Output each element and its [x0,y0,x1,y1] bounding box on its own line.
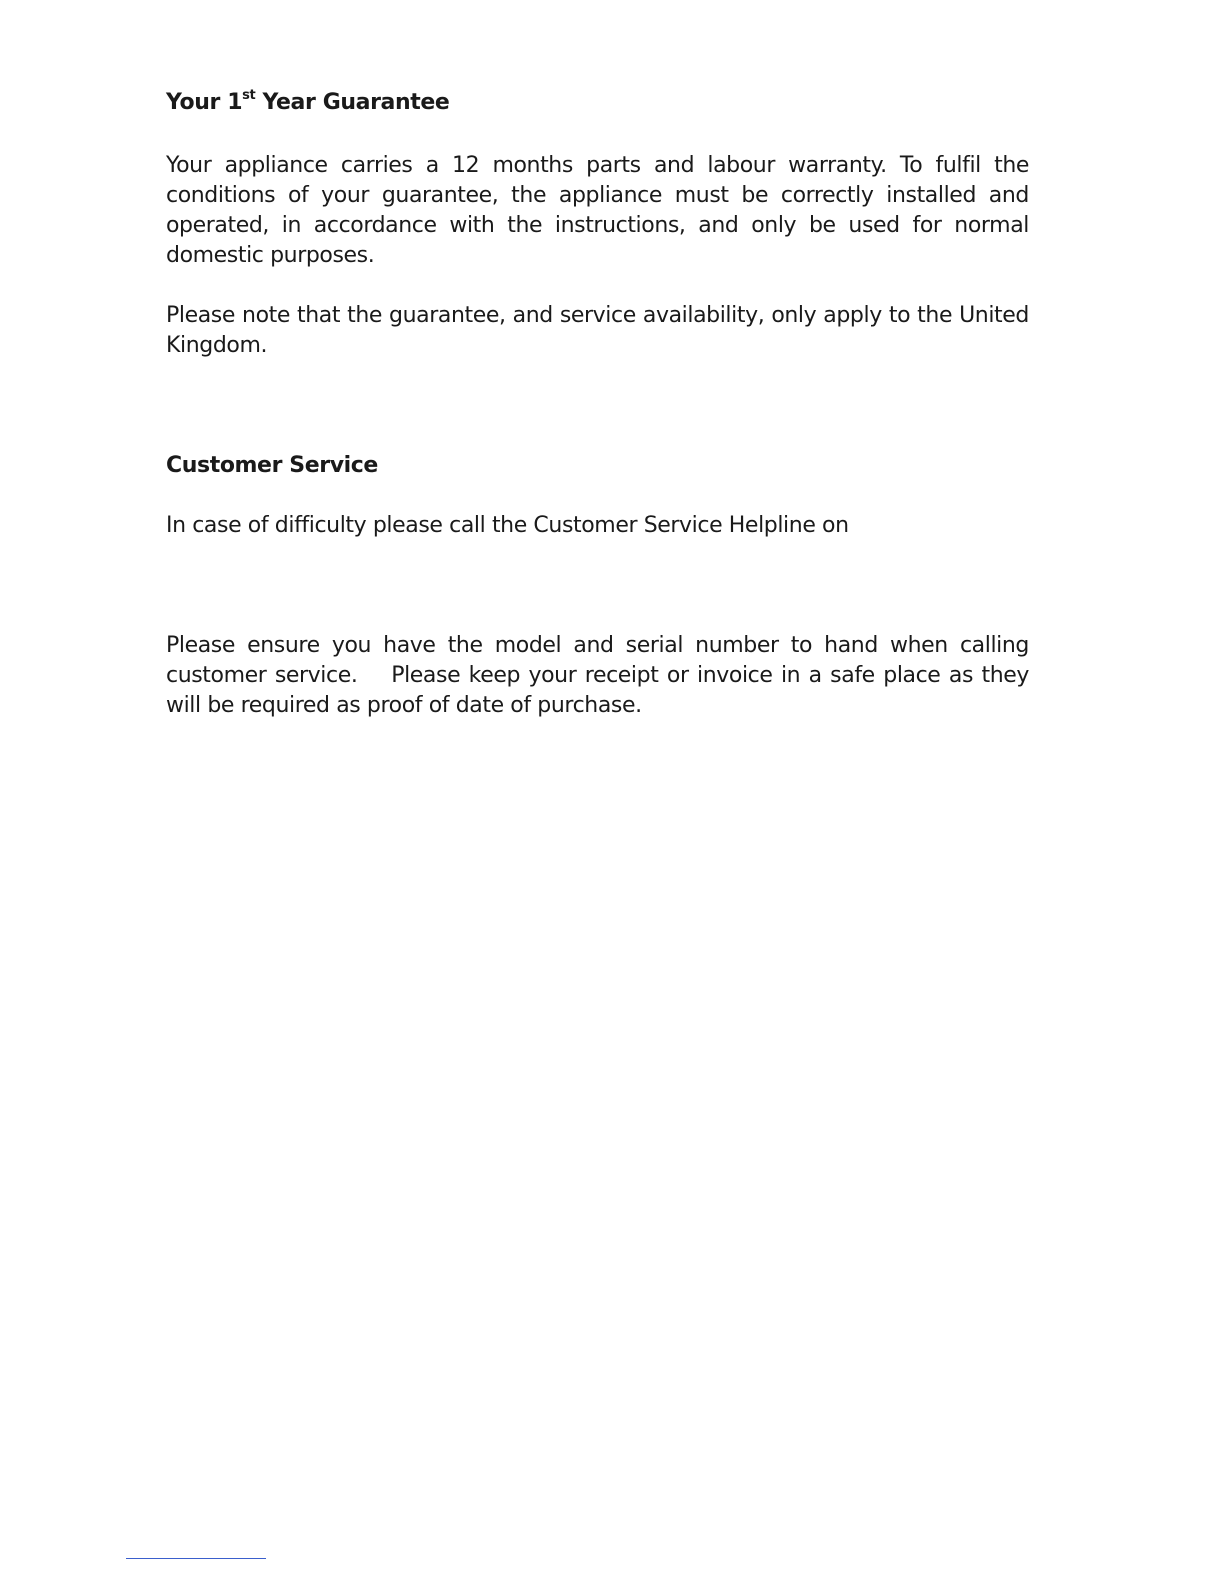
document-page [166,88,1036,721]
guarantee-paragraph-warranty: Your appliance carries a 12 months parts and labour warranty. To fulfil the conditions of your guarantee, the appliance must be correctly installed and operated, in accordance with the instructions, and only be used for normal domestic purposes. [166,153,1029,268]
customer-service-paragraph-helpline: In case of difficulty please call the Customer Service Helpline on [166,513,849,538]
guarantee-heading-text: Your 1 [166,90,243,115]
guarantee-heading-superscript: st [242,88,256,103]
customer-service-paragraph-serial: Please ensure you have the model and serial number to hand when calling customer service. Please keep your receipt or invoice in a safe place as they will be required as proof of date of purchase. [166,633,1036,718]
guarantee-heading-text-end: Year Guarantee [255,90,450,115]
guarantee-heading [166,88,1029,121]
guarantee-paragraph-uk: Please note that the guarantee, and service availability, only apply to the United Kingdom. [166,303,1029,358]
customer-service-heading: Customer Service [166,453,378,478]
footnote-separator-line [126,1558,266,1559]
